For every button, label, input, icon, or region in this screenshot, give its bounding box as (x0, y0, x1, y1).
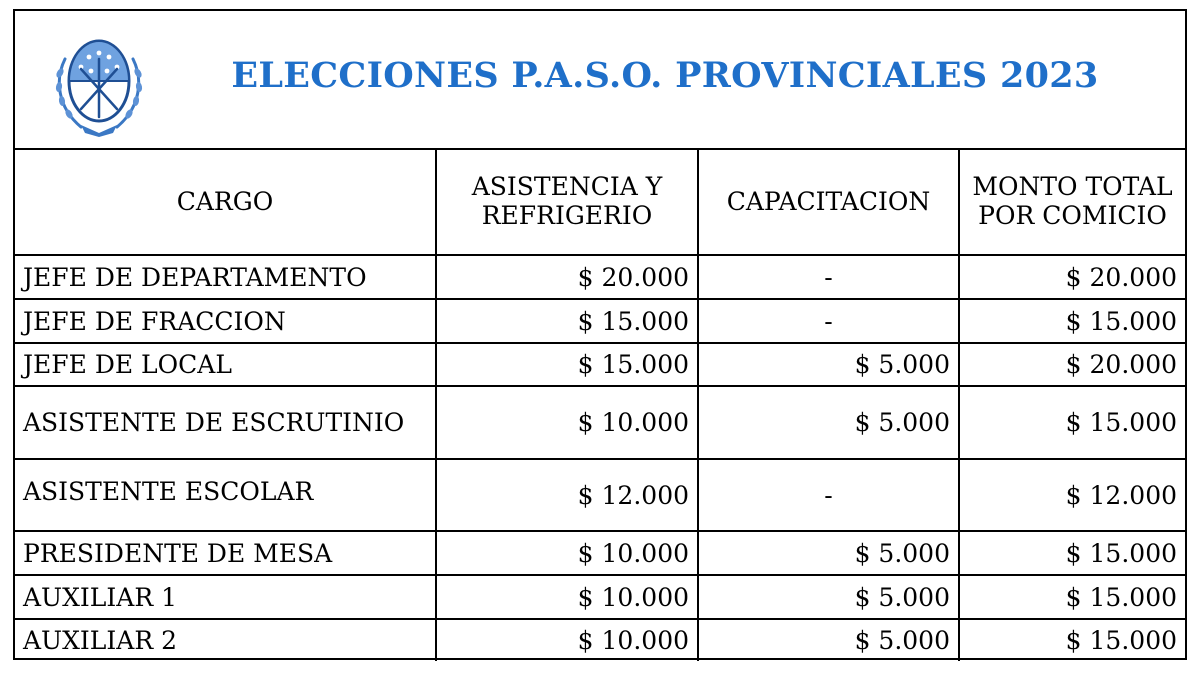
capacitacion-cell: $ 5.000 (698, 386, 959, 459)
coat-of-arms-icon (51, 29, 147, 139)
document-title: ELECCIONES P.A.S.O. PROVINCIALES 2023 (231, 55, 1099, 96)
column-header-asistencia: ASISTENCIA Y REFRIGERIO (436, 148, 698, 255)
cargo-cell: JEFE DE FRACCION (15, 299, 436, 343)
capacitacion-cell: - (698, 299, 959, 343)
table-row (15, 575, 1185, 619)
total-cell: $ 15.000 (959, 299, 1185, 343)
table-row (15, 619, 1185, 661)
asistencia-cell: $ 10.000 (436, 531, 698, 575)
capacitacion-cell: $ 5.000 (698, 531, 959, 575)
table-row (15, 255, 1185, 299)
total-cell: $ 20.000 (959, 343, 1185, 386)
asistencia-cell: $ 10.000 (436, 619, 698, 661)
total-cell: $ 15.000 (959, 575, 1185, 619)
cargo-cell: AUXILIAR 2 (15, 619, 436, 661)
total-cell: $ 15.000 (959, 531, 1185, 575)
payment-table (15, 148, 1185, 661)
total-cell: $ 20.000 (959, 255, 1185, 299)
column-header-capacitacion: CAPACITACION (698, 148, 959, 255)
cargo-cell: ASISTENTE ESCOLAR (15, 459, 436, 531)
table-row (15, 531, 1185, 575)
capacitacion-cell: - (698, 255, 959, 299)
table-row (15, 459, 1185, 531)
asistencia-cell: $ 10.000 (436, 386, 698, 459)
cargo-cell: PRESIDENTE DE MESA (15, 531, 436, 575)
table-row (15, 299, 1185, 343)
asistencia-cell: $ 10.000 (436, 575, 698, 619)
cargo-cell: JEFE DE DEPARTAMENTO (15, 255, 436, 299)
capacitacion-cell: $ 5.000 (698, 343, 959, 386)
column-header-cargo: CARGO (15, 148, 436, 255)
cargo-cell: ASISTENTE DE ESCRUTINIO (15, 386, 436, 459)
total-cell: $ 15.000 (959, 619, 1185, 661)
asistencia-cell: $ 12.000 (436, 459, 698, 531)
total-cell: $ 15.000 (959, 386, 1185, 459)
cargo-cell: AUXILIAR 1 (15, 575, 436, 619)
table-row (15, 386, 1185, 459)
capacitacion-cell: $ 5.000 (698, 575, 959, 619)
capacitacion-cell: $ 5.000 (698, 619, 959, 661)
table-header-row (15, 148, 1185, 255)
asistencia-cell: $ 15.000 (436, 299, 698, 343)
asistencia-cell: $ 20.000 (436, 255, 698, 299)
asistencia-cell: $ 15.000 (436, 343, 698, 386)
cargo-cell: JEFE DE LOCAL (15, 343, 436, 386)
capacitacion-cell: - (698, 459, 959, 531)
document-sheet (13, 9, 1187, 660)
column-header-total: MONTO TOTAL POR COMICIO (959, 148, 1185, 255)
document-header (15, 11, 1185, 150)
total-cell: $ 12.000 (959, 459, 1185, 531)
table-row (15, 343, 1185, 386)
